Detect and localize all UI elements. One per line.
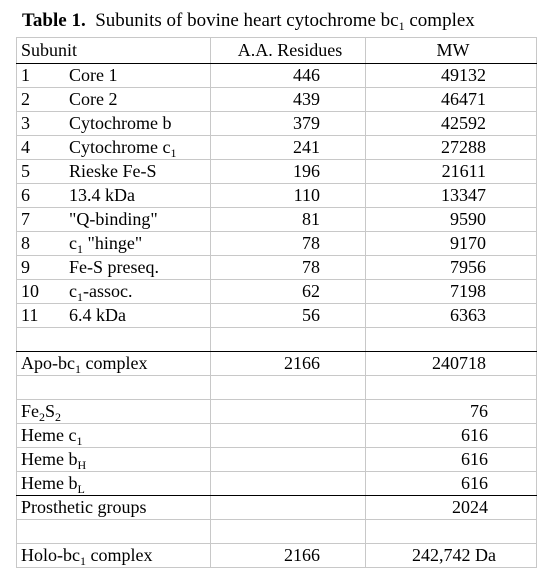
caption-subscript: 1 <box>398 19 405 33</box>
empty-cell <box>211 424 366 448</box>
empty-cell <box>211 448 366 472</box>
subunit-name: Rieske Fe-S <box>69 161 157 181</box>
empty-cell <box>211 328 366 352</box>
mw-cell-value: 42592 <box>441 113 486 133</box>
residues-cell-value: 78 <box>302 257 320 277</box>
empty-cell <box>366 520 537 544</box>
residues-cell <box>211 256 366 280</box>
mw-cell-value: 27288 <box>441 137 486 157</box>
residues-cell-value: 241 <box>293 137 320 157</box>
subunit-number: 7 <box>21 209 30 229</box>
subunit-name-subscript: 1 <box>77 290 83 304</box>
prosthetic-row <box>17 400 537 424</box>
mw-cell <box>366 64 537 88</box>
mw-cell <box>366 112 537 136</box>
prosthetic-mw-cell <box>366 472 537 496</box>
residues-cell <box>211 208 366 232</box>
mw-cell-value: 9590 <box>450 209 486 229</box>
subunit-name-subscript: 1 <box>77 242 83 256</box>
table-row <box>17 208 537 232</box>
subunit-cell <box>17 160 211 184</box>
prosthetic-label-cell <box>17 448 211 472</box>
prosthetic-mw-cell <box>366 400 537 424</box>
empty-cell <box>211 376 366 400</box>
prosthetic-mw-value: 616 <box>461 473 488 493</box>
mw-cell <box>366 160 537 184</box>
residues-cell <box>211 304 366 328</box>
prosthetic-mw-cell <box>366 448 537 472</box>
subunit-name-suffix: "hinge" <box>83 233 143 253</box>
subunit-cell <box>17 184 211 208</box>
subunit-cell <box>17 208 211 232</box>
subunit-number: 11 <box>21 305 39 325</box>
prosthetic-total-mw-value: 2024 <box>452 497 488 517</box>
subunit-number: 5 <box>21 161 30 181</box>
holo-label-suffix: complex <box>85 545 153 565</box>
table-row <box>17 256 537 280</box>
mw-cell-value: 6363 <box>450 305 486 325</box>
table-row <box>17 184 537 208</box>
mw-cell-value: 13347 <box>441 185 486 205</box>
mw-cell <box>366 256 537 280</box>
subunit-cell <box>17 64 211 88</box>
subunit-cell <box>17 232 211 256</box>
empty-cell <box>211 496 366 520</box>
table-row <box>17 64 537 88</box>
mw-cell <box>366 184 537 208</box>
mw-cell-value: 9170 <box>450 233 486 253</box>
caption-label: Table 1. <box>22 10 86 31</box>
prosthetic-label-cell <box>17 424 211 448</box>
residues-cell-value: 196 <box>293 161 320 181</box>
apo-residues-cell <box>211 352 366 376</box>
empty-cell <box>211 400 366 424</box>
apo-label-cell <box>17 352 211 376</box>
mw-cell <box>366 280 537 304</box>
prosthetic-total-label: Prosthetic groups <box>21 497 147 517</box>
subunit-number: 6 <box>21 185 30 205</box>
prosthetic-row <box>17 472 537 496</box>
empty-cell <box>211 472 366 496</box>
table-row <box>17 304 537 328</box>
prosthetic-label: Heme b <box>21 449 78 469</box>
mw-cell <box>366 304 537 328</box>
caption-text-end: complex <box>404 10 475 31</box>
subunit-name: Core 1 <box>69 65 118 85</box>
subunit-name-subscript: 1 <box>170 146 177 160</box>
subunit-number: 9 <box>21 257 30 277</box>
prosthetic-label-subscript: H <box>77 458 87 472</box>
residues-cell <box>211 136 366 160</box>
prosthetic-label-cell <box>17 472 211 496</box>
residues-cell <box>211 88 366 112</box>
prosthetic-label-subscript: 2 <box>39 410 45 424</box>
header-residues: A.A. Residues <box>211 38 366 64</box>
residues-cell <box>211 64 366 88</box>
holo-label-cell <box>17 544 211 568</box>
spacer-row <box>17 376 537 400</box>
apo-mw-cell <box>366 352 537 376</box>
apo-complex-row <box>17 352 537 376</box>
subunit-name: Fe-S preseq. <box>69 257 159 277</box>
apo-label-suffix: complex <box>80 353 148 373</box>
mw-cell-value: 21611 <box>441 161 486 181</box>
subunit-name: Cytochrome b <box>69 113 172 133</box>
subunit-name: Core 2 <box>69 89 118 109</box>
spacer-row <box>17 520 537 544</box>
spacer-row <box>17 328 537 352</box>
mw-cell-value: 49132 <box>441 65 486 85</box>
table-row <box>17 280 537 304</box>
table-row <box>17 232 537 256</box>
mw-cell <box>366 232 537 256</box>
subunit-number: 8 <box>21 233 30 253</box>
empty-cell <box>17 328 211 352</box>
prosthetic-total-row <box>17 496 537 520</box>
subunit-name-suffix: -assoc. <box>83 281 133 301</box>
subunit-number: 3 <box>21 113 30 133</box>
mw-cell-value: 7198 <box>450 281 486 301</box>
holo-label-subscript: 1 <box>79 554 86 568</box>
header-subunit: Subunit <box>17 38 211 64</box>
holo-complex-row <box>17 544 537 568</box>
residues-cell-value: 446 <box>293 65 320 85</box>
empty-cell <box>17 520 211 544</box>
holo-mw-cell <box>366 544 537 568</box>
subunit-cell <box>17 304 211 328</box>
apo-label: Apo-bc <box>21 353 75 373</box>
empty-cell <box>366 328 537 352</box>
prosthetic-total-label-cell <box>17 496 211 520</box>
residues-cell <box>211 112 366 136</box>
mw-cell-value: 46471 <box>441 89 486 109</box>
apo-residues-cell-value: 2166 <box>284 353 320 373</box>
subunit-name: "Q-binding" <box>69 209 158 229</box>
prosthetic-mw-value: 616 <box>461 449 488 469</box>
table-row <box>17 136 537 160</box>
prosthetic-label-subscript-2: 2 <box>55 410 62 424</box>
prosthetic-label-subscript: L <box>77 482 85 496</box>
subunit-number: 2 <box>21 89 30 109</box>
empty-cell <box>211 520 366 544</box>
mw-cell <box>366 208 537 232</box>
subunit-name: c <box>69 233 77 253</box>
prosthetic-total-mw-cell <box>366 496 537 520</box>
subunit-cell <box>17 112 211 136</box>
subunit-name: c <box>69 281 77 301</box>
mw-cell-value: 7956 <box>450 257 486 277</box>
subunits-table <box>16 37 537 568</box>
residues-cell-value: 110 <box>293 185 320 205</box>
subunit-name: 6.4 kDa <box>69 305 126 325</box>
residues-cell-value: 379 <box>293 113 320 133</box>
header-mw: MW <box>366 38 537 64</box>
table-row <box>17 112 537 136</box>
prosthetic-label: Heme b <box>21 473 78 493</box>
residues-cell <box>211 160 366 184</box>
residues-cell-value: 81 <box>302 209 320 229</box>
subunit-name: 13.4 kDa <box>69 185 135 205</box>
prosthetic-label-cell <box>17 400 211 424</box>
residues-cell-value: 56 <box>302 305 320 325</box>
table-row <box>17 88 537 112</box>
prosthetic-row <box>17 424 537 448</box>
prosthetic-mw-value: 616 <box>461 425 488 445</box>
table-row <box>17 160 537 184</box>
holo-residues-cell <box>211 544 366 568</box>
prosthetic-mw-value: 76 <box>470 401 488 421</box>
residues-cell-value: 62 <box>302 281 320 301</box>
caption-text: Subunits of bovine heart cytochrome bc <box>95 10 399 31</box>
prosthetic-label: Heme c <box>21 425 77 445</box>
mw-cell <box>366 136 537 160</box>
prosthetic-label-subscript: 1 <box>76 434 83 448</box>
table-caption <box>22 8 475 34</box>
subunit-number: 4 <box>21 137 30 157</box>
holo-label: Holo-bc <box>21 545 80 565</box>
subunit-cell <box>17 256 211 280</box>
subunit-number: 10 <box>21 281 39 301</box>
residues-cell-value: 439 <box>293 89 320 109</box>
holo-mw-value: 242,742 Da <box>412 545 496 565</box>
empty-cell <box>366 376 537 400</box>
prosthetic-label: Fe <box>21 401 39 421</box>
subunit-cell <box>17 136 211 160</box>
subunit-number: 1 <box>21 65 30 85</box>
subunit-cell <box>17 280 211 304</box>
table-header-row <box>17 38 537 64</box>
prosthetic-mw-cell <box>366 424 537 448</box>
prosthetic-row <box>17 448 537 472</box>
holo-residues-cell-value: 2166 <box>284 545 320 565</box>
apo-label-subscript: 1 <box>74 362 81 376</box>
mw-cell <box>366 88 537 112</box>
subunit-cell <box>17 88 211 112</box>
apo-mw-cell-value: 240718 <box>432 353 486 373</box>
residues-cell <box>211 232 366 256</box>
residues-cell <box>211 184 366 208</box>
subunit-name: Cytochrome c <box>69 137 171 157</box>
residues-cell-value: 78 <box>302 233 320 253</box>
residues-cell <box>211 280 366 304</box>
prosthetic-label-mid: S <box>45 401 56 421</box>
empty-cell <box>17 376 211 400</box>
